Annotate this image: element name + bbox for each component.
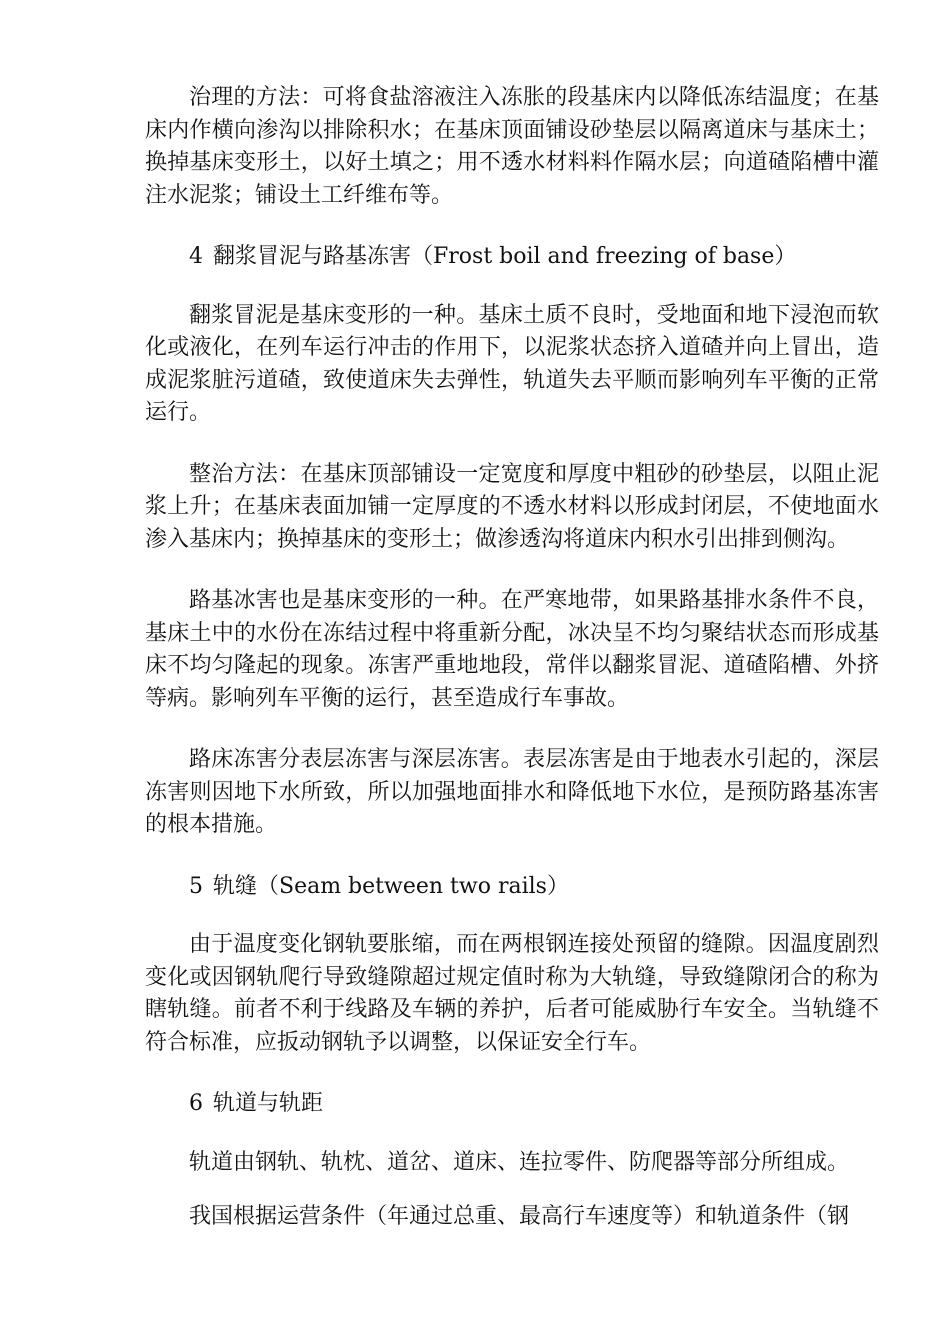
paragraph-track-classification: 我国根据运营条件（年通过总重、最高行车速度等）和轨道条件（钢 [189, 1204, 850, 1229]
section-title: 轨道与轨距 [213, 1091, 324, 1116]
paragraph-frost-boil: 翻浆冒泥是基床变形的一种。基床土质不良时，受地面和地下浸泡而软化或液化，在列车运行冲击的作用下，以泥浆状态挤入道碴并向上冒出，造成泥浆脏污道碴，致使道床失去弹性，轨道失去平顺而影响列车平衡的正常运行。 [145, 302, 879, 425]
section-number: 4 [189, 244, 203, 269]
section-title: 轨缝（Seam between two rails） [213, 873, 569, 899]
section-heading-4 [145, 241, 879, 274]
paragraph-track-components: 轨道由钢轨、轨枕、道岔、道床、连拉零件、防爬器等部分所组成。 [189, 1149, 850, 1175]
section-number: 5 [189, 873, 203, 899]
section-number: 6 [189, 1091, 203, 1116]
section-heading-5 [145, 871, 879, 904]
section-heading-6 [145, 1088, 879, 1121]
document-page [145, 82, 879, 1263]
paragraph-frost-boil-remedy: 整治方法：在基床顶部铺设一定宽度和厚度中粗砂的砂垫层，以阻止泥浆上升；在基床表面加铺一定厚度的不透水材料以形成封闭层，不使地面水渗入基床内；换掉基床的变形土；做渗透沟将道床内积水引出排到侧沟。 [145, 461, 879, 552]
paragraph-remedy-methods: 治理的方法：可将食盐溶液注入冻胀的段基床内以降低冻结温度；在基床内作横向渗沟以排除积水；在基床顶面铺设砂垫层以隔离道床与基床土；换掉基床变形土，以好土填之；用不透水材料料作隔水层；向道碴陷槽中灌注水泥浆；铺设土工纤维布等。 [145, 85, 879, 208]
section-title: 翻浆冒泥与路基冻害（Frost boil and freezing of base） [213, 244, 797, 269]
paragraph-rail-seam: 由于温度变化钢轨要胀缩，而在两根钢连接处预留的缝隙。因温度剧烈变化或因钢轨爬行导致缝隙超过规定值时称为大轨缝，导致缝隙闭合的称为瞎轨缝。前者不利于线路及车辆的养护，后者可能威胁行车安全。当轨缝不符合标准，应扳动钢轨予以调整，以保证安全行车。 [145, 932, 879, 1055]
paragraph-frost-damage-types: 路床冻害分表层冻害与深层冻害。表层冻害是由于地表水引起的，深层冻害则因地下水所致，所以加强地面排水和降低地下水位，是预防路基冻害的根本措施。 [145, 747, 879, 837]
paragraph-frost-damage: 路基冰害也是基床变形的一种。在严寒地带，如果路基排水条件不良，基床土中的水份在冻结过程中将重新分配，冰决呈不均匀聚结状态而形成基床不均匀隆起的现象。冻害严重地地段，常伴以翻浆冒泥、道碴陷槽、外挤等病。影响列车平衡的运行，甚至造成行车事故。 [145, 588, 879, 711]
